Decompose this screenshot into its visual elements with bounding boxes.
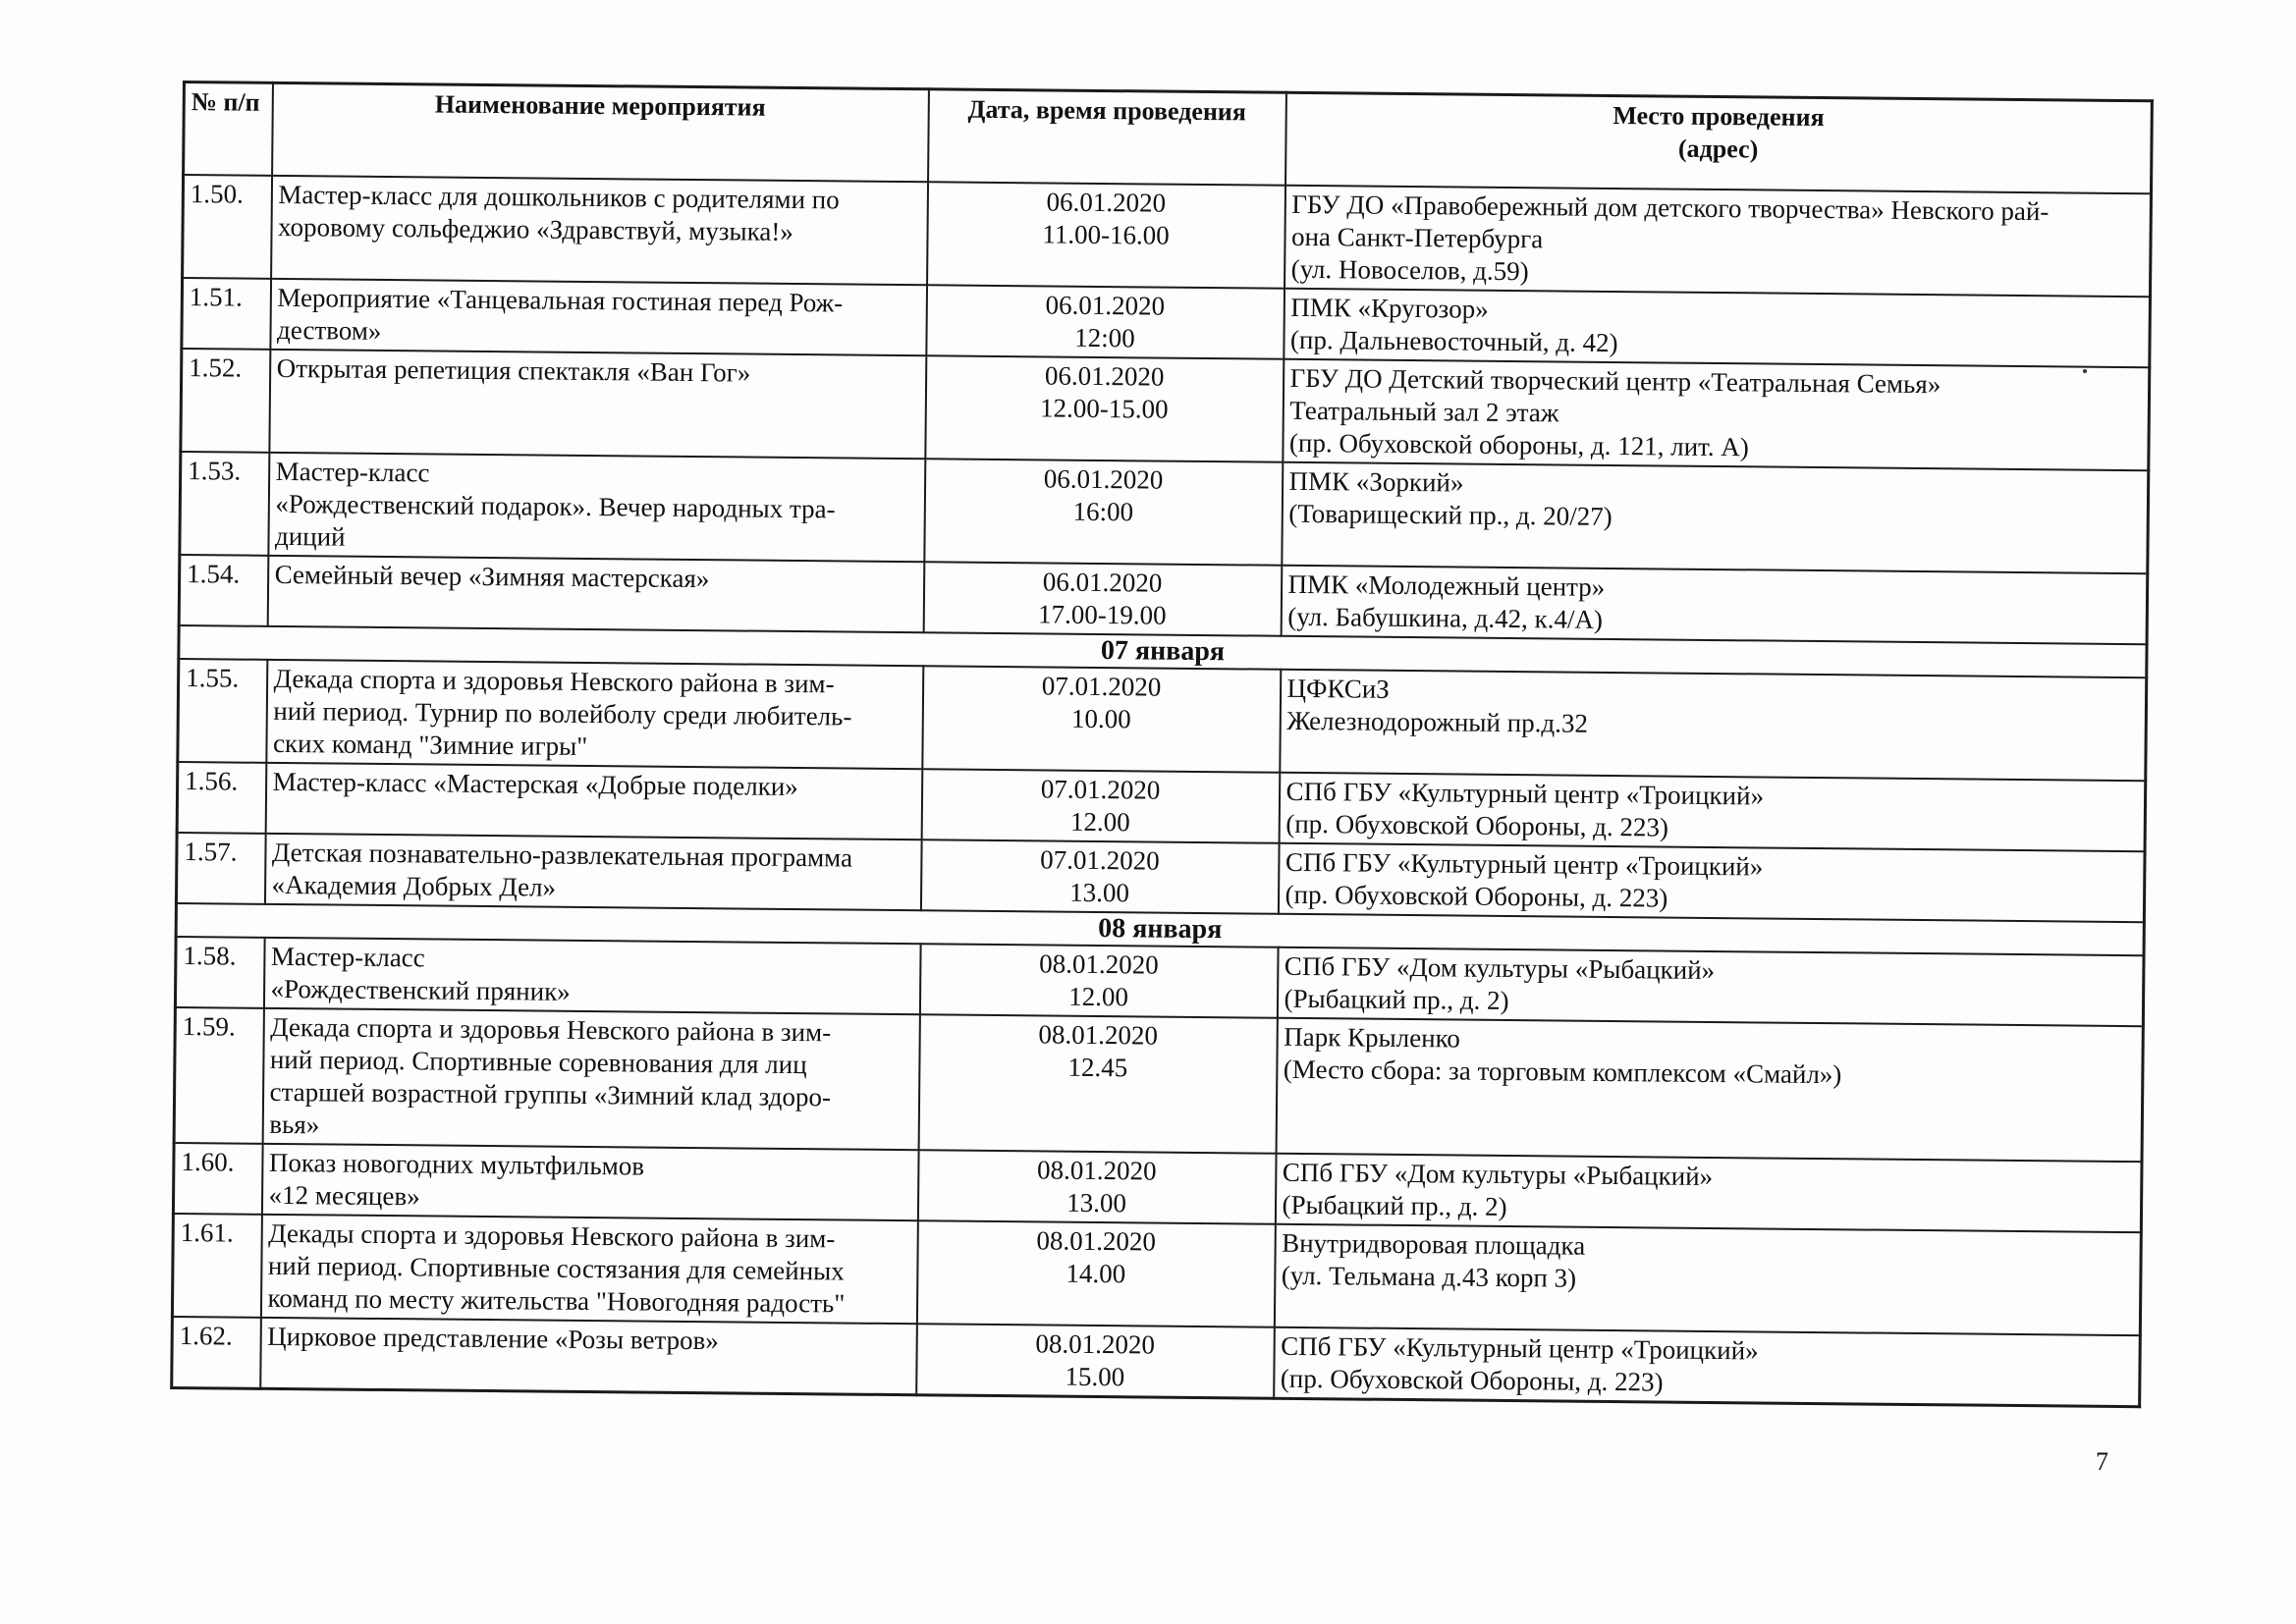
event-place-line: Парк Крыленко [1284, 1021, 1460, 1054]
event-date: 08.01.2020 [1038, 1019, 1159, 1051]
event-time: 15.00 [1065, 1361, 1125, 1392]
event-name-cell [269, 350, 926, 459]
event-date: 06.01.2020 [1044, 360, 1165, 392]
event-place-cell [1283, 359, 2150, 470]
row-number: 1.61. [172, 1214, 261, 1318]
event-date-cell [925, 355, 1284, 461]
event-name-line: «Академия Добрых Дел» [271, 869, 557, 902]
event-name-cell [260, 1215, 917, 1324]
event-date-cell [926, 285, 1285, 358]
event-place-cell [1275, 1154, 2142, 1232]
event-name-cell [260, 1318, 917, 1395]
event-place-cell [1284, 289, 2151, 367]
table-row [181, 349, 2150, 470]
event-name-cell [262, 1008, 919, 1150]
event-place-cell [1282, 462, 2149, 573]
event-name-line: Мероприятие «Танцевальная гостиная перед Рож- [277, 282, 844, 318]
event-name-cell [270, 279, 927, 355]
header-place-title: Место проведения [1613, 100, 1825, 133]
event-name-line: Семейный вечер «Зимняя мастерская» [274, 559, 710, 594]
header-number: № п/п [184, 82, 273, 176]
event-name-line: ний период. Спортивные состязания для семейных [267, 1250, 845, 1286]
event-date: 08.01.2020 [1039, 948, 1159, 980]
event-place-line: ГБУ ДО Детский творческий центр «Театральная Семья» [1289, 362, 1941, 400]
event-name-cell [264, 834, 921, 910]
header-date-time: Дата, время проведения [928, 89, 1286, 186]
event-date-cell [924, 459, 1283, 565]
event-place-line: ГБУ ДО «Правобережный дом детского творчества» Невского рай- [1291, 189, 2050, 227]
event-name-line: Открытая репетиция спектакля «Ван Гог» [276, 352, 751, 388]
event-place-line: (пр. Обуховской обороны, д. 121, лит. А) [1288, 427, 1750, 462]
event-date-cell [919, 944, 1278, 1017]
event-place-line: (Товарищеский пр., д. 20/27) [1288, 498, 1613, 531]
event-name-line: Мастер-класс [275, 456, 430, 488]
table-row [172, 1214, 2141, 1335]
event-place-line: Театральный зал 2 этаж [1289, 395, 1559, 428]
row-number: 1.54. [179, 555, 268, 626]
event-time: 12:00 [1074, 322, 1135, 353]
event-date: 06.01.2020 [1045, 290, 1166, 321]
event-place-line: (пр. Обуховской Обороны, д. 223) [1280, 1363, 1664, 1397]
event-place-line: СПб ГБУ «Культурный центр «Троицкий» [1285, 846, 1764, 882]
event-name-line: Декада спорта и здоровья Невского района в зим- [273, 663, 835, 699]
event-date-cell [927, 182, 1285, 288]
event-place-line: ПМК «Зоркий» [1288, 465, 1464, 498]
row-number: 1.53. [180, 452, 269, 556]
event-place-cell [1274, 1327, 2141, 1407]
row-number: 1.50. [183, 175, 272, 279]
event-time: 12.00 [1069, 806, 1130, 838]
event-place-line: (Рыбацкий пр., д. 2) [1284, 983, 1509, 1016]
event-time: 14.00 [1066, 1258, 1126, 1289]
event-name-line: Декады спорта и здоровья Невского района в зим- [268, 1218, 836, 1254]
event-name-line: «12 месяцев» [268, 1179, 420, 1212]
event-name-line: Мастер-класс для дошкольников с родителями по [278, 179, 840, 215]
row-number: 1.60. [173, 1143, 262, 1215]
event-place-line: ПМК «Кругозор» [1290, 292, 1489, 324]
event-name-line: Цирковое представление «Розы ветров» [267, 1321, 719, 1356]
event-name-cell [266, 660, 923, 769]
event-name-line: старшей возрастной группы «Зимний клад здоро- [269, 1076, 832, 1112]
event-place-cell [1280, 670, 2147, 781]
event-place-line: Внутридворовая площадка [1282, 1227, 1586, 1261]
event-date-cell [916, 1220, 1275, 1326]
page-number: 7 [2096, 1447, 2108, 1476]
event-name-cell [261, 1144, 918, 1220]
event-date-cell [918, 1014, 1277, 1153]
event-name-line: ний период. Спортивные соревнования для лиц [269, 1044, 807, 1080]
event-name-line: вья» [269, 1109, 320, 1140]
event-date-cell [921, 769, 1280, 842]
row-number: 1.55. [178, 659, 267, 763]
event-time: 16:00 [1072, 496, 1134, 527]
header-event-name: Наименование мероприятия [272, 82, 929, 182]
event-name-line: «Рождественский подарок». Вечер народных тра- [275, 488, 836, 524]
event-date: 06.01.2020 [1042, 567, 1163, 598]
event-name-cell [263, 938, 920, 1014]
day-label: 07 января [179, 625, 2147, 677]
event-place-line: (ул. Бабушкина, д.42, к.4/А) [1287, 601, 1604, 634]
event-place-cell [1277, 947, 2144, 1026]
row-number: 1.59. [174, 1007, 263, 1144]
event-place-line: (пр. Обуховской Обороны, д. 223) [1285, 808, 1669, 842]
event-place-line: СПб ГБУ «Дом культуры «Рыбацкий» [1282, 1157, 1714, 1192]
event-name-line: Показ новогодних мультфильмов [268, 1147, 645, 1181]
event-date: 08.01.2020 [1035, 1328, 1156, 1360]
event-place-cell [1278, 843, 2145, 922]
event-place-line: (ул. Тельмана д.43 корп 3) [1281, 1260, 1577, 1293]
row-number: 1.58. [175, 937, 264, 1008]
event-name-line: диций [274, 520, 346, 552]
event-place-line: СПб ГБУ «Культурный центр «Троицкий» [1281, 1330, 1759, 1366]
event-time: 17.00-19.00 [1037, 599, 1167, 630]
event-name-line: деством» [276, 314, 382, 346]
event-date: 06.01.2020 [1046, 187, 1167, 218]
event-place-cell [1276, 1018, 2143, 1162]
event-date-cell [922, 666, 1281, 772]
event-name-cell [265, 763, 922, 839]
event-date-cell [916, 1324, 1275, 1398]
event-time: 10.00 [1070, 703, 1131, 734]
header-place-subtitle: (адрес) [1677, 134, 1759, 164]
event-date: 07.01.2020 [1040, 844, 1160, 876]
event-date-cell [923, 562, 1282, 635]
table-row [180, 452, 2149, 573]
event-name-cell [271, 176, 928, 285]
table-row [183, 175, 2152, 297]
row-number: 1.56. [177, 762, 266, 834]
row-number: 1.62. [172, 1317, 261, 1388]
event-name-line: Мастер-класс [270, 941, 425, 973]
event-date: 08.01.2020 [1036, 1155, 1157, 1186]
event-date-cell [917, 1150, 1276, 1223]
table-body [172, 175, 2152, 1407]
event-date-cell [920, 839, 1279, 913]
event-place-line: она Санкт-Петербурга [1290, 221, 1544, 254]
event-time: 12.00 [1068, 981, 1129, 1012]
event-time: 11.00-16.00 [1042, 219, 1170, 250]
row-number: 1.52. [181, 349, 270, 453]
event-date: 08.01.2020 [1036, 1225, 1157, 1257]
table-row [174, 1007, 2143, 1162]
event-name-line: хоровому сольфеджио «Здравствуй, музыка!» [277, 211, 793, 246]
scan-speck [2083, 369, 2087, 373]
event-place-line: ЦФКСиЗ [1286, 673, 1390, 704]
row-number: 1.57. [176, 833, 265, 904]
event-schedule-table [170, 81, 2154, 1408]
event-place-line: (Место сбора: за торговым комплексом «Смайл») [1283, 1054, 1842, 1090]
event-time: 12.00-15.00 [1039, 393, 1169, 424]
event-time: 13.00 [1069, 877, 1130, 908]
event-place-cell [1281, 566, 2148, 644]
event-place-line: (ул. Новоселов, д.59) [1290, 253, 1529, 287]
event-name-line: команд по месту жительства "Новогодняя радость" [267, 1282, 846, 1319]
event-place-line: (пр. Дальневосточный, д. 42) [1289, 324, 1618, 358]
event-place-line: Железнодорожный пр.д.32 [1286, 705, 1589, 738]
day-label: 08 января [176, 903, 2144, 955]
table-row [178, 659, 2147, 781]
event-name-line: Декада спорта и здоровья Невского района в зим- [270, 1011, 832, 1048]
event-name-line: «Рождественский пряник» [270, 973, 571, 1006]
event-name-cell [268, 453, 925, 562]
event-time: 12.45 [1067, 1052, 1128, 1083]
header-place [1285, 92, 2153, 193]
event-place-line: ПМК «Молодежный центр» [1287, 568, 1606, 602]
event-name-line: ний период. Турнир по волейболу среди любитель- [273, 695, 852, 731]
event-place-line: (Рыбацкий пр., д. 2) [1282, 1189, 1507, 1221]
event-place-cell [1279, 773, 2146, 851]
event-place-line: СПб ГБУ «Дом культуры «Рыбацкий» [1284, 950, 1716, 986]
event-place-cell [1274, 1224, 2141, 1335]
event-date: 07.01.2020 [1040, 774, 1161, 805]
schedule-table-wrapper [170, 81, 2151, 1408]
event-place-line: СПб ГБУ «Культурный центр «Троицкий» [1285, 776, 1765, 811]
event-name-cell [267, 556, 924, 632]
event-name-line: Детская познавательно-развлекательная программа [271, 837, 853, 873]
event-place-line: (пр. Обуховской Обороны, д. 223) [1285, 879, 1668, 913]
event-date: 06.01.2020 [1043, 463, 1164, 495]
event-name-line: ских команд "Зимние игры" [272, 728, 588, 761]
event-time: 13.00 [1066, 1187, 1127, 1218]
row-number: 1.51. [182, 278, 271, 350]
event-name-line: Мастер-класс «Мастерская «Добрые поделки» [272, 766, 798, 802]
event-place-cell [1285, 186, 2152, 297]
event-date: 07.01.2020 [1041, 671, 1162, 702]
